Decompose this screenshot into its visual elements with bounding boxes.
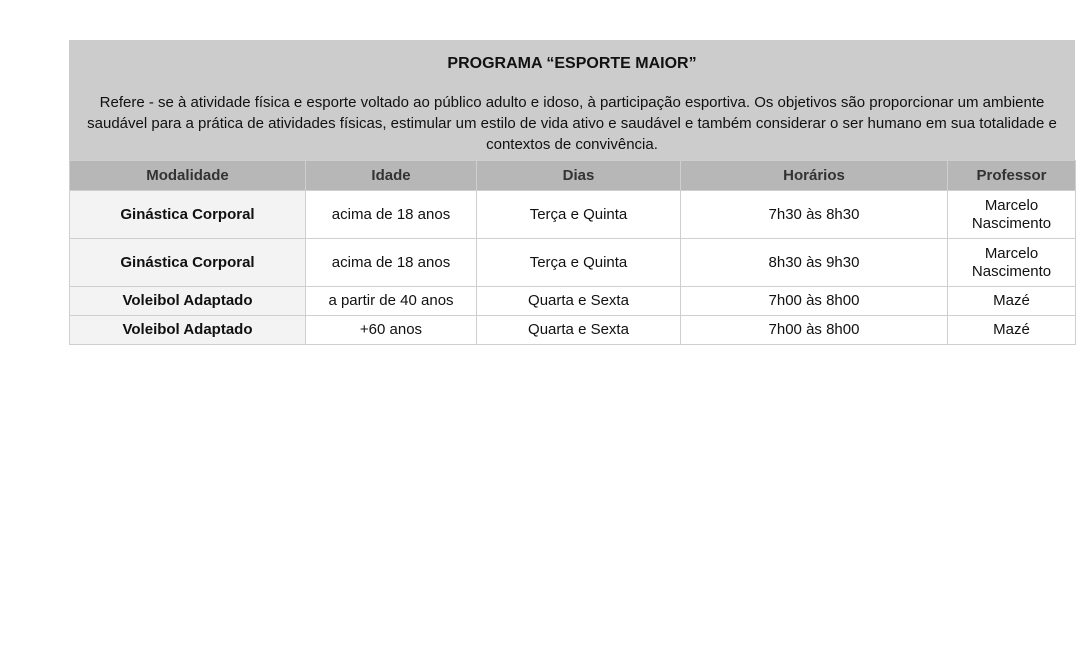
cell-professor: Marcelo Nascimento	[948, 191, 1076, 239]
cell-horarios: 7h00 às 8h00	[681, 287, 948, 316]
schedule-table	[69, 160, 1076, 345]
cell-dias: Terça e Quinta	[477, 191, 681, 239]
program-title: PROGRAMA “ESPORTE MAIOR”	[447, 55, 697, 72]
table-header-row	[70, 161, 1076, 191]
table-row	[70, 239, 1076, 287]
cell-horarios: 7h00 às 8h00	[681, 316, 948, 345]
cell-dias: Quarta e Sexta	[477, 316, 681, 345]
cell-horarios: 7h30 às 8h30	[681, 191, 948, 239]
table-row	[70, 287, 1076, 316]
column-header-modalidade: Modalidade	[70, 161, 306, 191]
table-row	[70, 191, 1076, 239]
cell-idade: acima de 18 anos	[306, 239, 477, 287]
column-header-horarios: Horários	[681, 161, 948, 191]
cell-professor: Mazé	[948, 287, 1076, 316]
cell-idade: acima de 18 anos	[306, 191, 477, 239]
cell-modalidade: Ginástica Corporal	[70, 191, 306, 239]
cell-modalidade: Voleibol Adaptado	[70, 287, 306, 316]
cell-horarios: 8h30 às 9h30	[681, 239, 948, 287]
cell-dias: Quarta e Sexta	[477, 287, 681, 316]
program-schedule	[69, 40, 1075, 345]
cell-modalidade: Ginástica Corporal	[70, 239, 306, 287]
column-header-dias: Dias	[477, 161, 681, 191]
cell-dias: Terça e Quinta	[477, 239, 681, 287]
cell-professor: Mazé	[948, 316, 1076, 345]
cell-idade: +60 anos	[306, 316, 477, 345]
program-description: Refere - se à atividade física e esporte voltado ao público adulto e idoso, à participação esportiva. Os objetivos são proporcionar um ambiente saudável para a prática de atividades físicas, estimular um estilo de vida ativo e saudável e também considerar o ser humano em sua totalidade e contextos de convivência.	[87, 94, 1057, 153]
cell-idade: a partir de 40 anos	[306, 287, 477, 316]
cell-modalidade: Voleibol Adaptado	[70, 316, 306, 345]
column-header-professor: Professor	[948, 161, 1076, 191]
program-header	[69, 40, 1075, 160]
cell-professor: Marcelo Nascimento	[948, 239, 1076, 287]
table-row	[70, 316, 1076, 345]
column-header-idade: Idade	[306, 161, 477, 191]
